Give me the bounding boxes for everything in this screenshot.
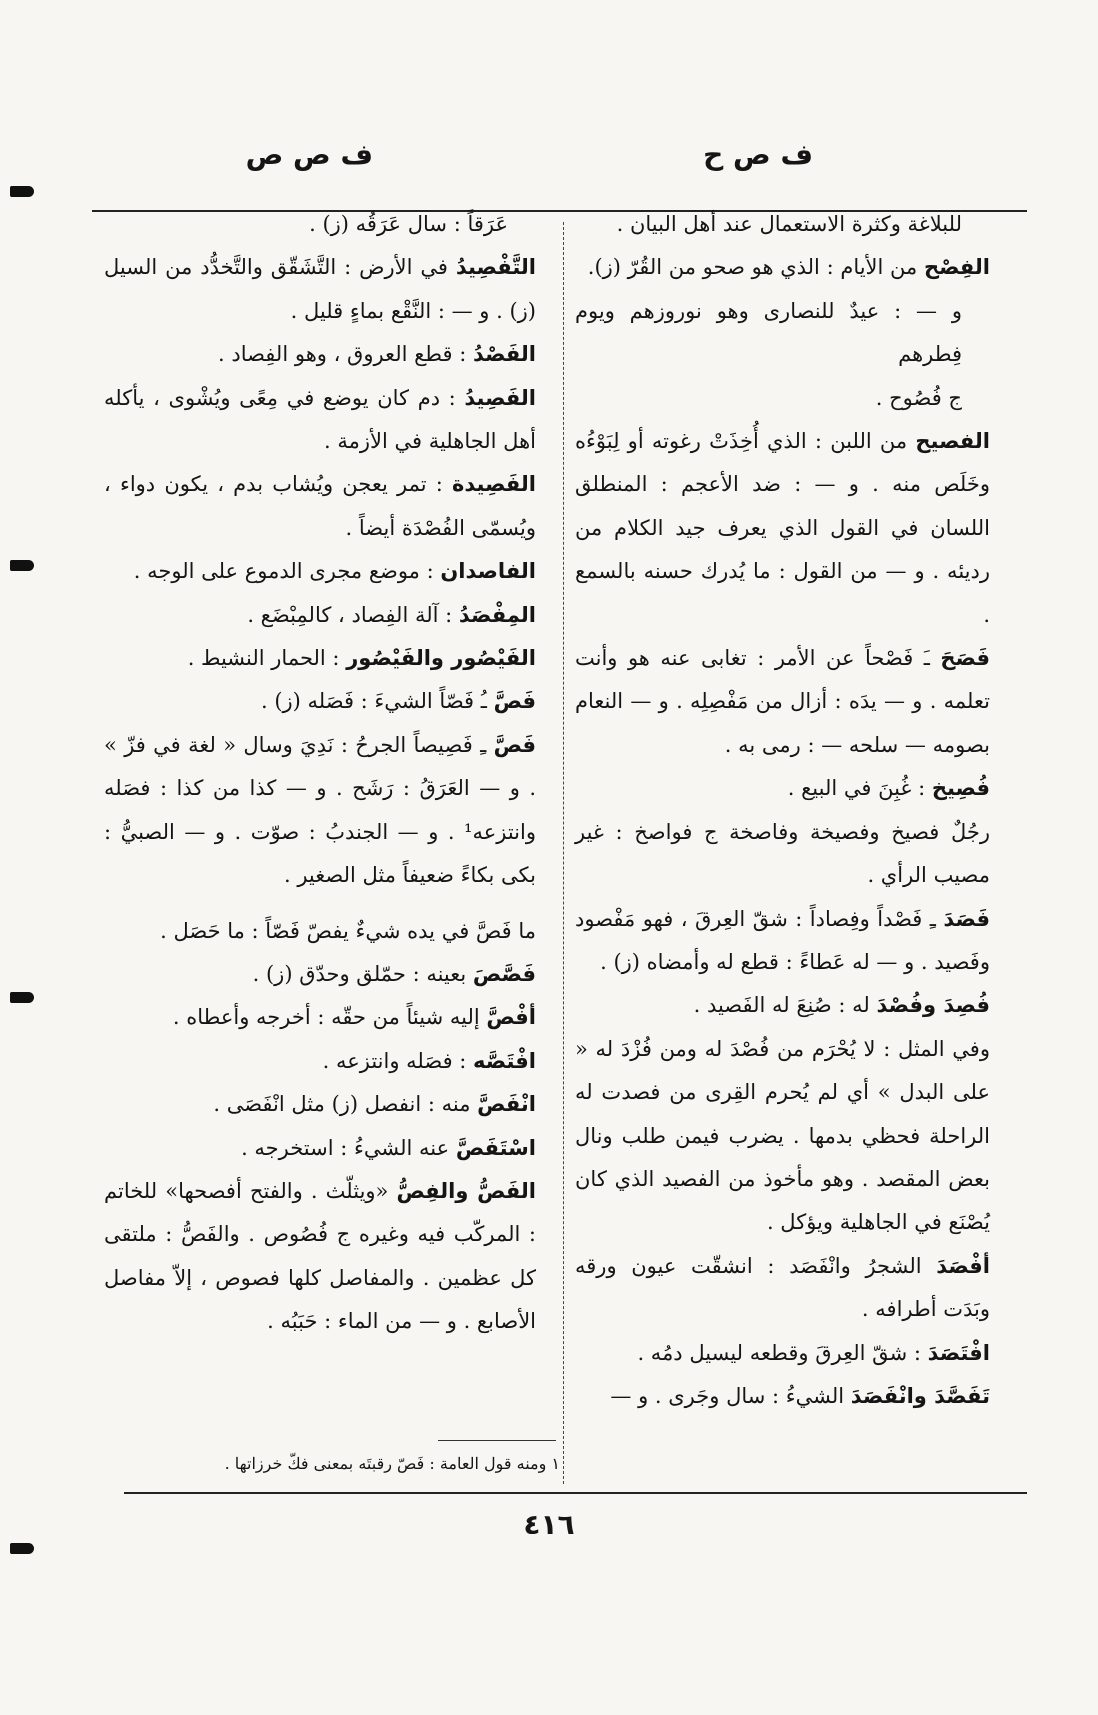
dictionary-entry [575,1245,990,1332]
entry-definition: بعينه : حمّلق وحدّق (ز) . [252,961,473,986]
entry-headword: تَفَصَّدَ وانْفَصَدَ [850,1383,990,1408]
entry-definition: في الأرض : التَّشَقّق والتَّخدُّد من السيل (ز) . و — : النَّقْع بماءٍ قليل . [104,255,536,323]
footnote-rule [438,1440,556,1441]
entry-definition: : غُبِنَ في البيع . [787,776,932,801]
dictionary-entry [575,984,990,1027]
entry-headword: الفَصِيدُ [464,385,536,410]
entry-headword: فُصِيخ [931,776,990,801]
entry-definition: للبلاغة وكثرة الاستعمال عند أهل البيان . [616,212,962,236]
dictionary-entry [104,1170,536,1344]
entry-headword: الفَصْدُ [472,342,536,367]
left-column [104,203,536,1344]
entry-definition: رجُلٌ فصيخ وفصيخة وفاصخة ج فواصخ : غير مصيب الرأي . [575,819,990,888]
dictionary-entry [104,680,536,723]
left-column-root-heading: ف ص ص [245,138,373,171]
entry-headword: فَصَحَ [940,646,990,671]
entry-headword: فُصِدَ وفُصْدَ [876,993,990,1018]
entry-headword: افْتَصَّه [473,1048,536,1073]
entry-headword: الفَيْصُور والفَيْصُور [346,646,536,671]
dictionary-entry [104,1040,536,1083]
entry-headword: افْتَصَدَ [927,1340,990,1365]
entry-definition: «ويثلّث . والفتح أفصحها» للخاتم : المركّب فيه وغيره ج فُصُوص . والفَصُّ : ملتقى كل عظمين . والمفاصل كلها فصوص ، إلاّ مفاصل الأصابع . و — من الماء : حَبَبُه . [104,1178,536,1334]
scan-margin-mark [10,560,34,571]
entry-headword: الفِصْح [923,255,990,280]
entry-definition: ما فَصَّ في يده شيءٌ يفصّ فَصّاً : ما حَصَل . [160,918,536,943]
entry-headword: فَصَّ [493,732,536,757]
entry-headword: الفَصُّ والفِصُّ [396,1178,536,1203]
dictionary-entry [104,377,536,464]
entry-headword: انْفَصَّ [477,1092,536,1117]
entry-headword: المِفْصَدُ [458,602,536,627]
dictionary-entry [104,953,536,996]
page-number: ٤١٦ [523,1508,575,1541]
footer-rule [124,1492,1027,1494]
entry-definition: عنه الشيءُ : استخرجه . [241,1135,456,1160]
entry-definition: : تمر يعجن ويُشاب بدم ، يكون دواء ، ويُسمّى الفُصْدَة أيضاً . [104,472,536,540]
dictionary-entry [575,377,990,420]
entry-headword: الفاصدان [440,559,536,584]
entry-definition: الشيءُ : سال وجَرى . و — [610,1383,851,1408]
entry-definition: : آلة الفِصاد ، كالمِبْضَع . [247,602,459,627]
entry-definition: : الحمار النشيط . [187,646,347,671]
entry-headword: اسْتَفَصَّ [455,1135,536,1160]
dictionary-entry [575,1332,990,1375]
dictionary-entry [575,811,990,898]
dictionary-entry [575,637,990,767]
dictionary-entry [104,463,536,550]
entry-definition: إليه شيئاً من حقّه : أخرجه وأعطاه . [172,1005,487,1030]
dictionary-entry [104,910,536,953]
scan-margin-mark [10,186,34,197]
entry-definition: ج فُصُوح . [875,385,962,410]
entry-definition: الشجرُ وانْفَصَد : انشقّت عيون ورقه وبَدَت أطرافه . [575,1253,990,1322]
dictionary-entry [104,550,536,593]
dictionary-entry [104,637,536,680]
dictionary-entry [575,290,990,377]
footnote: ١ ومنه قول العامة : فَصّ رقبتَه بمعنى فكّ خرزاتها . [224,1454,560,1473]
column-divider [563,222,564,1484]
entry-headword: أفْصَدَ [936,1253,990,1278]
entry-definition: من الأيام : الذي هو صحو من القُرّ (ز). [587,255,924,280]
entry-definition: ـُ فَصّاً الشيءَ : فَصَله (ز) . [260,689,494,714]
entry-headword: فَصَّصَ [472,961,536,986]
entry-definition: من اللبن : الذي أُخِذَتْ رغوته أو لِبَوْءُه وخَلَص منه . و — : ضد الأعجم : المنطلق اللسان في القول الذي يعرف جيد الكلام من رديئه . و — من القول : ما يُدرك حسنه بالسمع . [575,429,990,627]
entry-definition: عَرَقاً : سال عَرَقُه (ز) . [309,212,508,236]
dictionary-entry [104,724,536,898]
dictionary-entry [575,246,990,289]
dictionary-entry [575,203,990,246]
entry-definition: : دم كان يوضع في مِعًى ويُشْوى ، يأكله أهل الجاهلية في الأزمة . [104,385,536,454]
entry-headword: الفَصِيدة [452,472,536,497]
dictionary-entry [104,594,536,637]
entry-headword: أفْصَّ [486,1005,536,1030]
dictionary-entry [575,898,990,985]
entry-definition: : فصَله وانتزعه . [322,1048,474,1073]
entry-definition: له : صُنِعَ له الفَصيد . [693,993,877,1018]
entry-definition: ـِ فَصْداً وفِصاداً : شقّ العِرقَ ، فهو مَفْصود وفَصيد . و — له عَطاءً : قطع له وأمضاه (ز) . [575,906,990,974]
entry-headword: الفصيح [915,429,990,454]
dictionary-entry [104,996,536,1039]
dictionary-entry [575,420,990,637]
entry-definition: : موضع مجرى الدموع على الوجه . [133,559,441,584]
right-column-root-heading: ف ص ح [703,138,813,171]
entry-headword: التَّفْصِيدُ [455,255,536,280]
entry-definition: ـَ فَصْحاً عن الأمر : تغابى عنه هو وأنت تعلمه . و — يدَه : أزال من مَفْصِلِه . و — النعام بصومه — سلحه — : رمى به . [575,646,990,757]
dictionary-entry [104,203,536,246]
entry-definition: وفي المثل : لا يُحْرَم من فُصْدَ له ومن فُزْدَ له « على البدل » أي لم يُحرم القِرى من فصدت له الراحلة فحظي بدمها . يضرب فيمن طلب ونال بعض المقصد . وهو مأخوذ من الفصيد الذي كان يُصْنَع في الجاهلية ويؤكل . [575,1036,990,1235]
entry-headword: فَصَّ [493,689,536,714]
entry-definition: منه : انفصل (ز) مثل انْفَصَى . [213,1092,478,1117]
entry-definition: ـِ فَصِيصاً الجرحُ : نَدِيَ وسال « لغة في فزّ » . و — العَرَقُ : رَشَح . و — كذا من كذا : فصَله وانتزعه¹ . و — الجندبُ : صوّت . و — الصبيُّ : بكى بكاءً ضعيفاً مثل الصغير . [104,732,536,888]
scan-margin-mark [10,992,34,1003]
dictionary-entry [104,1127,536,1170]
dictionary-entry [575,1375,990,1418]
entry-definition: و — : عيدٌ للنصارى وهو نوروزهم ويوم فِطرهم [575,298,962,367]
dictionary-entry [104,1083,536,1126]
entry-headword: فَصَدَ [943,906,990,931]
dictionary-entry [575,1028,990,1245]
entry-definition: : شقّ العِرقَ وقطعه ليسيل دمُه . [637,1340,928,1365]
entry-definition: : قطع العروق ، وهو الفِصاد . [218,342,473,367]
dictionary-entry [575,767,990,810]
scan-margin-mark [10,1543,34,1554]
dictionary-entry [104,246,536,333]
right-column [575,203,990,1418]
dictionary-entry [104,333,536,376]
